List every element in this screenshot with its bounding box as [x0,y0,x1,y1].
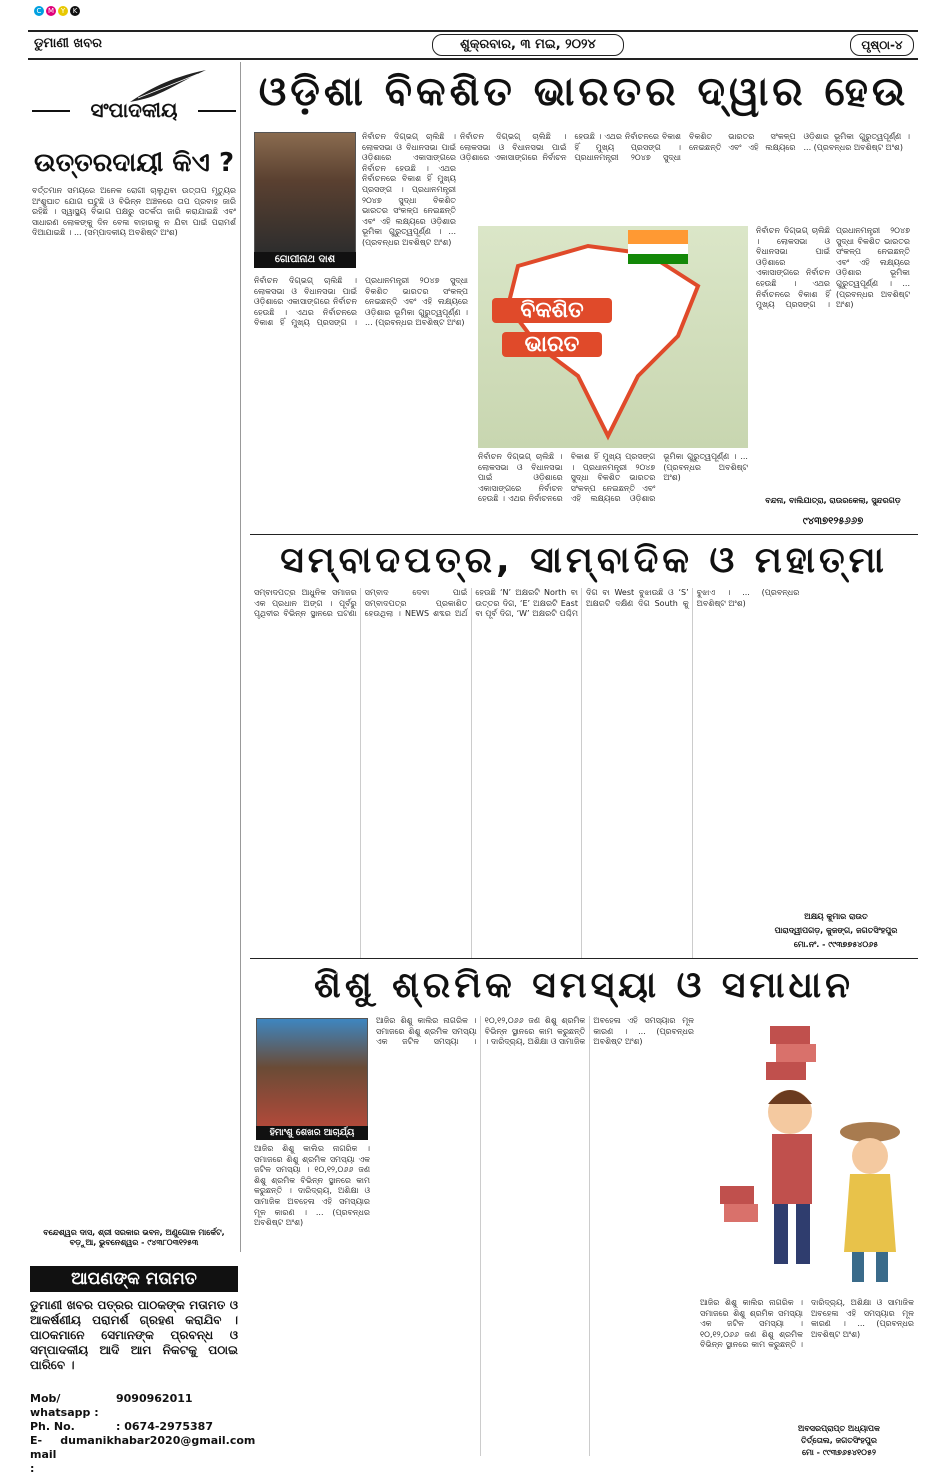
map-label-line2: ଭାରତ [502,332,602,357]
divider-2 [250,958,918,959]
contact-mobile [30,1392,238,1420]
contact-mobile-value: 9090962011 [116,1392,193,1405]
article3-body-right: ଆଜିର ଶିଶୁ କାଲିର ନାଗରିକ । ସମାଜରେ ଶିଶୁ ଶ୍ରମିକ ସମସ୍ୟା ଏକ ଜଟିଳ ସମସ୍ୟା । ୧୦,୧୨,୦୬୬ ଜଣ ଶିଶୁ ଶ୍ରମିକ ବିଭିନ୍ନ ସ୍ଥାନରେ କାମ କରୁଛନ୍ତି । ଦାରିଦ୍ର୍ୟ, ଅଶିକ୍ଷା ଓ ସାମାଜିକ ଅବହେଳା ଏହି ସମସ୍ୟାର ମୂଳ କାରଣ । ... (ପ୍ରବନ୍ଧର ଅବଶିଷ୍ଟ ଅଂଶ) [700,1298,914,1350]
editorial-author-note: ବନ୍ଦେଶ୍ୱର ଦାସ, ଶ୍ରୀ ସରକାର ଭବନ, ଅଣୁଗୋଳ ମାର୍କେଟ, ବଡ଼ୁଆ, ଭୁବନେଶ୍ୱର - ୯୪୩୮୦୩୧୨୫୩ [43,1228,225,1247]
contact-email [30,1434,256,1476]
article1-phone: ୯୪୩୭୧୨୫୬୬୭ [802,516,864,527]
contact-email-label: E-mail : [30,1434,57,1475]
magenta-mark: M [47,7,55,15]
child-labour-icon [700,1016,914,1292]
contact-block [30,1392,256,1476]
map-label-line1: ବିକଶିତ [492,298,612,323]
article1-author-photo [254,132,356,254]
article2-author-place: ପାରାଦ୍ୱୀପଗଡ଼, କୁଜଙ୍ଗ, ଜଗତସିଂହପୁର [774,926,898,935]
contact-phone-label: Ph. No. [30,1420,75,1433]
editorial-body: ବର୍ତ୍ତମାନ ସମୟରେ ଅନେକ ରୋଗୀ ଚାଲୁଥିବା ଉତ୍ତାପ ମୃତ୍ୟୁର ଅଂଶୁଘାତ ଯୋଗ ଘଟୁଛି ଓ ବିଭିନ୍ନ ଅଞ୍ଚଳରେ ତାପ ପ୍ରବାହ ଜାରି ରହିଛି । ସ୍ୱାସ୍ଥ୍ୟ ବିଭାଗ ପକ୍ଷରୁ ସତର୍କତା ଜାରି କରାଯାଇଛି ଏବଂ ସାଧାରଣ ଲୋକଙ୍କୁ ଦିନ ବେଳା ବାହାରକୁ ନ ଯିବା ପାଇଁ ପରାମର୍ଶ ଦିଆଯାଇଛି । ... (ସମ୍ପାଦକୀୟ ଅବଶିଷ୍ଟ ଅଂଶ) [32,186,236,238]
article1-headline: ଓଡ଼ିଶା ବିକଶିତ ଭାରତର ଦ୍ୱାର ହେଉ [258,69,910,115]
color-registration-marks [34,6,80,16]
cyan-mark: C [34,6,44,16]
editorial-section-label: ସଂପାଦକୀୟ [28,98,240,122]
article3-author-photo [256,1018,368,1128]
article1-body-left: ନିର୍ବାଚନ ଦିଗ୍ଭଗ୍ ଚାଲିଛି । ଲୋକସଭା ଓ ବିଧାନସଭା ପାଇଁ ଓଡ଼ିଶାରେ ଏକାସାଙ୍ଗରେ ନିର୍ବାଚନ ହେଉଛି । ଏଥର ନିର୍ବାଚନରେ ବିକାଶ ହିଁ ମୁଖ୍ୟ ପ୍ରସଙ୍ଗ । ପ୍ରଧାନମନ୍ତ୍ରୀ ୨୦୪୭ ସୁଦ୍ଧା ବିକଶିତ ଭାରତର ସଂକଳ୍ପ ନେଇଛନ୍ତି ଏବଂ ଏହି ଲକ୍ଷ୍ୟରେ ଓଡ଼ିଶାର ଭୂମିକା ଗୁରୁତ୍ୱପୂର୍ଣ୍ଣ । ... (ପ୍ରବନ୍ଧର ଅବଶିଷ୍ଟ ଅଂଶ) [254,276,468,328]
child-labour-illustration [700,1016,914,1292]
article2-body: ସମ୍ବାଦପତ୍ର ଆଧୁନିକ ସମାଜର ଏକ ପ୍ରଧାନ ଅଙ୍ଗ । ପୂର୍ବରୁ ପୃଥିବୀର ବିଭିନ୍ନ ସ୍ଥାନରେ ଘଟଣା ସମ୍ବାଦ ଦେବା ପାଇଁ ସମ୍ବାଦପତ୍ର ପ୍ରକାଶିତ ହେଉଥିଲା । NEWS ଶବ୍ଦର ଅର୍ଥ ହେଉଛି ‘N’ ଅକ୍ଷରଟି North ବା ଉତ୍ତର ଦିଗ, ‘E’ ଅକ୍ଷରଟି East ବା ପୂର୍ବ ଦିଗ, ‘W’ ଅକ୍ଷରଟି ପଶ୍ଚିମ ଦିଗ ବା West ବୁଝାଉଛି ଓ ‘S’ ଅକ୍ଷରଟି ଦକ୍ଷିଣ ଦିଗ South କୁ ବୁଝାଏ । ... (ପ୍ରବନ୍ଧର ଅବଶିଷ୍ଟ ଅଂଶ) [254,588,800,619]
article1-photo-caption: ଗୋପୀନାଥ ଦାଶ [254,252,356,268]
opinion-banner: ଆପଣଙ୍କ ମତାମତ [30,1266,238,1292]
article3-author-place: ତିର୍ତ୍ତୋଲ, ଜଗତସିଂହପୁର [801,1436,877,1445]
black-mark: K [70,6,80,16]
article2-phone: ମୋ.ନଂ. - ୯୯୩୭୭୫୪୦୬୫ [793,940,879,949]
contact-email-value: dumanikhabar2020@gmail.com [60,1434,256,1447]
article3-body-left: ଆଜିର ଶିଶୁ କାଲିର ନାଗରିକ । ସମାଜରେ ଶିଶୁ ଶ୍ରମିକ ସମସ୍ୟା ଏକ ଜଟିଳ ସମସ୍ୟା । ୧୦,୧୨,୦୬୬ ଜଣ ଶିଶୁ ଶ୍ରମିକ ବିଭିନ୍ନ ସ୍ଥାନରେ କାମ କରୁଛନ୍ତି । ଦାରିଦ୍ର୍ୟ, ଅଶିକ୍ଷା ଓ ସାମାଜିକ ଅବହେଳା ଏହି ସମସ୍ୟାର ମୂଳ କାରଣ । ... (ପ୍ରବନ୍ଧର ଅବଶିଷ୍ଟ ଅଂଶ) [254,1144,370,1228]
article3-author: ଅବସରପ୍ରାପ୍ତ ଅଧ୍ୟାପକ [798,1424,880,1433]
article3-body-top: ଆଜିର ଶିଶୁ କାଲିର ନାଗରିକ । ସମାଜରେ ଶିଶୁ ଶ୍ରମିକ ସମସ୍ୟା ଏକ ଜଟିଳ ସମସ୍ୟା । ୧୦,୧୨,୦୬୬ ଜଣ ଶିଶୁ ଶ୍ରମିକ ବିଭିନ୍ନ ସ୍ଥାନରେ କାମ କରୁଛନ୍ତି । ଦାରିଦ୍ର୍ୟ, ଅଶିକ୍ଷା ଓ ସାମାଜିକ ଅବହେଳା ଏହି ସମସ୍ୟାର ମୂଳ କାରଣ । ... (ପ୍ରବନ୍ଧର ଅବଶିଷ୍ଟ ଅଂଶ) [376,1016,694,1047]
issue-date: ଶୁକ୍ରବାର, ୩ ମଇ, ୨୦୨୪ [432,34,624,56]
article2-author: ଅକ୍ଷୟ କୁମାର ରାଉତ [804,912,868,921]
contact-phone [30,1420,238,1434]
editorial-title: ଉତ୍ତରଦାୟୀ କିଏ ? [33,148,235,178]
article1-body-top-a: ନିର୍ବାଚନ ଦିଗ୍ଭଗ୍ ଚାଲିଛି । ଲୋକସଭା ଓ ବିଧାନସଭା ପାଇଁ ଓଡ଼ିଶାରେ ଏକାସାଙ୍ଗରେ ନିର୍ବାଚନ ହେଉଛି । ଏଥର ନିର୍ବାଚନରେ ବିକାଶ ହିଁ ମୁଖ୍ୟ ପ୍ରସଙ୍ଗ । ପ୍ରଧାନମନ୍ତ୍ରୀ ୨୦୪୭ ସୁଦ୍ଧା ବିକଶିତ ଭାରତର ସଂକଳ୍ପ ନେଇଛନ୍ତି ଏବଂ ଏହି ଲକ୍ଷ୍ୟରେ ଓଡ଼ିଶାର ଭୂମିକା ଗୁରୁତ୍ୱପୂର୍ଣ୍ଣ । ... (ପ୍ରବନ୍ଧର ଅବଶିଷ୍ଟ ଅଂଶ) [362,132,456,247]
article3-headline: ଶିଶୁ ଶ୍ରମିକ ସମସ୍ୟା ଓ ସମାଧାନ [314,965,854,1006]
opinion-body: ଡୁମାଣୀ ଖବର ପତ୍ରର ପାଠକଙ୍କ ମତାମତ ଓ ଆକର୍ଷଣୀୟ ପରାମର୍ଶ ଗ୍ରହଣ କରାଯିବ । ପାଠକମାନେ ସେମାନଙ୍କ ପ୍ରବନ୍ଧ ଓ ସମ୍ପାଦକୀୟ ଆଦି ଆମ ନିକଟକୁ ପଠାଇ ପାରିବେ । [30,1298,238,1372]
page-header [28,30,918,60]
divider-1 [250,534,918,535]
yellow-mark: Y [58,6,68,16]
article1-body-bottom: ନିର୍ବାଚନ ଦିଗ୍ଭଗ୍ ଚାଲିଛି । ଲୋକସଭା ଓ ବିଧାନସଭା ପାଇଁ ଓଡ଼ିଶାରେ ଏକାସାଙ୍ଗରେ ନିର୍ବାଚନ ହେଉଛି । ଏଥର ନିର୍ବାଚନରେ ବିକାଶ ହିଁ ମୁଖ୍ୟ ପ୍ରସଙ୍ଗ । ପ୍ରଧାନମନ୍ତ୍ରୀ ୨୦୪୭ ସୁଦ୍ଧା ବିକଶିତ ଭାରତର ସଂକଳ୍ପ ନେଇଛନ୍ତି ଏବଂ ଏହି ଲକ୍ଷ୍ୟରେ ଓଡ଼ିଶାର ଭୂମିକା ଗୁରୁତ୍ୱପୂର୍ଣ୍ଣ । ... (ପ୍ରବନ୍ଧର ଅବଶିଷ୍ଟ ଅଂଶ) [478,452,748,504]
article1-body-top-b: ନିର୍ବାଚନ ଦିଗ୍ଭଗ୍ ଚାଲିଛି । ଲୋକସଭା ଓ ବିଧାନସଭା ପାଇଁ ଓଡ଼ିଶାରେ ଏକାସାଙ୍ଗରେ ନିର୍ବାଚନ ହେଉଛି । ଏଥର ନିର୍ବାଚନରେ ବିକାଶ ହିଁ ମୁଖ୍ୟ ପ୍ରସଙ୍ଗ । ପ୍ରଧାନମନ୍ତ୍ରୀ ୨୦୪୭ ସୁଦ୍ଧା ବିକଶିତ ଭାରତର ସଂକଳ୍ପ ନେଇଛନ୍ତି ଏବଂ ଏହି ଲକ୍ଷ୍ୟରେ ଓଡ଼ିଶାର ଭୂମିକା ଗୁରୁତ୍ୱପୂର୍ଣ୍ଣ । ... (ପ୍ରବନ୍ଧର ଅବଶିଷ୍ଟ ଅଂଶ) [460,132,910,163]
contact-mobile-label: Mob/ whatsapp : [30,1392,99,1419]
page-number: ପୃଷ୍ଠା-୪ [850,34,914,56]
viksit-bharat-map-image [478,226,748,448]
contact-phone-value: : 0674-2975387 [116,1420,213,1433]
article3-phone: ମୋ - ୯୯୩୭୬୫୪୧୦୫୨ [802,1448,876,1457]
article1-author: ବନ୍ଦନା, ବାଲିଯାତ୍ରା, ରାଉରକେଲା, ସୁନ୍ଦରଗଡ଼ [765,496,901,505]
article2-headline: ସମ୍ବାଦପତ୍ର, ସାମ୍ବାଦିକ ଓ ମହାତ୍ମା [280,540,888,581]
article3-photo-caption: ହିମାଂଶୁ ଶେଖର ଆଚାର୍ଯ୍ୟ [256,1126,368,1140]
article1-body-right: ନିର୍ବାଚନ ଦିଗ୍ଭଗ୍ ଚାଲିଛି । ଲୋକସଭା ଓ ବିଧାନସଭା ପାଇଁ ଓଡ଼ିଶାରେ ଏକାସାଙ୍ଗରେ ନିର୍ବାଚନ ହେଉଛି । ଏଥର ନିର୍ବାଚନରେ ବିକାଶ ହିଁ ମୁଖ୍ୟ ପ୍ରସଙ୍ଗ । ପ୍ରଧାନମନ୍ତ୍ରୀ ୨୦୪୭ ସୁଦ୍ଧା ବିକଶିତ ଭାରତର ସଂକଳ୍ପ ନେଇଛନ୍ତି ଏବଂ ଏହି ଲକ୍ଷ୍ୟରେ ଓଡ଼ିଶାର ଭୂମିକା ଗୁରୁତ୍ୱପୂର୍ଣ୍ଣ । ... (ପ୍ରବନ୍ଧର ଅବଶିଷ୍ଟ ଅଂଶ) [756,226,910,310]
publication-name: ଡୁମାଣୀ ଖବର [34,36,102,51]
